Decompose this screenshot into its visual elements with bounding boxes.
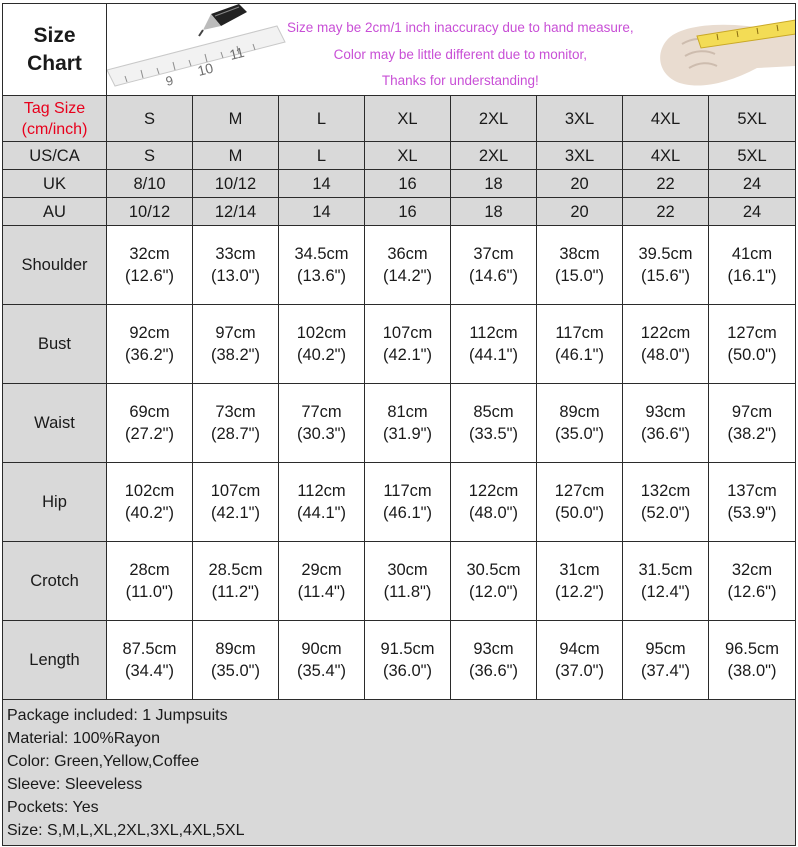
table-cell: 8/10 [107, 170, 193, 198]
table-cell: 20 [537, 170, 623, 198]
tag-size-m: M [193, 96, 279, 142]
table-cell: 33cm (13.0") [193, 226, 279, 305]
table-cell: 96.5cm (38.0") [709, 621, 796, 700]
table-cell: 18 [451, 170, 537, 198]
table-cell: S [107, 142, 193, 170]
hand-tape-icon [660, 20, 795, 86]
table-cell: 28cm (11.0") [107, 542, 193, 621]
table-cell: 31.5cm (12.4") [623, 542, 709, 621]
us-ca-row [3, 142, 796, 170]
table-cell: 137cm (53.9") [709, 463, 796, 542]
table-cell: M [193, 142, 279, 170]
table-cell: 117cm (46.1") [537, 305, 623, 384]
crotch-row [3, 542, 796, 621]
table-cell: 122cm (48.0") [451, 463, 537, 542]
table-cell: 14 [279, 170, 365, 198]
table-cell: 77cm (30.3") [279, 384, 365, 463]
tag-size-5xl: 5XL [709, 96, 796, 142]
bust-label: Bust [3, 305, 107, 384]
table-cell: 69cm (27.2") [107, 384, 193, 463]
ruler-number-10: 10 [195, 59, 215, 79]
notice-text [287, 15, 634, 95]
uk-label: UK [3, 170, 107, 198]
table-cell: 94cm (37.0") [537, 621, 623, 700]
length-label: Length [3, 621, 107, 700]
table-cell: 112cm (44.1") [451, 305, 537, 384]
bust-row [3, 305, 796, 384]
table-cell: 97cm (38.2") [193, 305, 279, 384]
table-cell: XL [365, 142, 451, 170]
table-cell: 107cm (42.1") [193, 463, 279, 542]
table-cell: 132cm (52.0") [623, 463, 709, 542]
table-cell: 107cm (42.1") [365, 305, 451, 384]
table-cell: 89cm (35.0") [193, 621, 279, 700]
table-cell: 127cm (50.0") [709, 305, 796, 384]
table-cell: 127cm (50.0") [537, 463, 623, 542]
ruler-number-9: 9 [164, 72, 175, 89]
tag-size-label: Tag Size (cm/inch) [3, 96, 107, 142]
info-material: Material: 100%Rayon [7, 730, 160, 747]
table-cell: 30cm (11.8") [365, 542, 451, 621]
table-cell: 85cm (33.5") [451, 384, 537, 463]
table-cell: 34.5cm (13.6") [279, 226, 365, 305]
us-ca-label: US/CA [3, 142, 107, 170]
info-size: Size: S,M,L,XL,2XL,3XL,4XL,5XL [7, 822, 245, 839]
table-cell: 41cm (16.1") [709, 226, 796, 305]
size-chart-title: Size Chart [3, 4, 107, 96]
ruler-number-11: 11 [227, 43, 246, 63]
table-cell: 2XL [451, 142, 537, 170]
table-cell: 92cm (36.2") [107, 305, 193, 384]
table-cell: 32cm (12.6") [107, 226, 193, 305]
tag-size-s: S [107, 96, 193, 142]
table-cell: 10/12 [107, 198, 193, 226]
header-row [3, 4, 796, 96]
notice-line-3: Thanks for understanding! [381, 73, 539, 88]
table-cell: 4XL [623, 142, 709, 170]
notice-line-2: Color may be little different due to monitor, [333, 46, 588, 62]
shoulder-label: Shoulder [3, 226, 107, 305]
tag-size-2xl: 2XL [451, 96, 537, 142]
hip-row [3, 463, 796, 542]
table-cell: 16 [365, 198, 451, 226]
size-chart-table [2, 3, 796, 846]
table-cell: 95cm (37.4") [623, 621, 709, 700]
au-label: AU [3, 198, 107, 226]
table-cell: 91.5cm (36.0") [365, 621, 451, 700]
hip-label: Hip [3, 463, 107, 542]
info-package: Package included: 1 Jumpsuits [7, 707, 228, 724]
info-pockets: Pockets: Yes [7, 799, 99, 816]
table-cell: 117cm (46.1") [365, 463, 451, 542]
table-cell: 3XL [537, 142, 623, 170]
table-cell: 81cm (31.9") [365, 384, 451, 463]
table-cell: 112cm (44.1") [279, 463, 365, 542]
table-cell: 16 [365, 170, 451, 198]
table-cell: 22 [623, 198, 709, 226]
table-cell: 22 [623, 170, 709, 198]
info-row [3, 700, 796, 846]
table-cell: 102cm (40.2") [279, 305, 365, 384]
table-cell: 28.5cm (11.2") [193, 542, 279, 621]
waist-row [3, 384, 796, 463]
tag-size-l: L [279, 96, 365, 142]
table-cell: 20 [537, 198, 623, 226]
table-cell: 38cm (15.0") [537, 226, 623, 305]
table-cell: 32cm (12.6") [709, 542, 796, 621]
crotch-label: Crotch [3, 542, 107, 621]
shoulder-row [3, 226, 796, 305]
uk-row [3, 170, 796, 198]
tag-size-3xl: 3XL [537, 96, 623, 142]
info-color: Color: Green,Yellow,Coffee [7, 753, 200, 770]
tag-size-xl: XL [365, 96, 451, 142]
ruler-icon [107, 26, 285, 86]
table-cell: 93cm (36.6") [451, 621, 537, 700]
waist-label: Waist [3, 384, 107, 463]
tag-size-row [3, 96, 796, 142]
table-cell: 14 [279, 198, 365, 226]
info-sleeve: Sleeve: Sleeveless [7, 776, 143, 793]
table-cell: 37cm (14.6") [451, 226, 537, 305]
table-cell: 5XL [709, 142, 796, 170]
table-cell: 24 [709, 198, 796, 226]
table-cell: 18 [451, 198, 537, 226]
table-cell: 90cm (35.4") [279, 621, 365, 700]
product-info [3, 700, 796, 846]
table-cell: 87.5cm (34.4") [107, 621, 193, 700]
table-cell: 36cm (14.2") [365, 226, 451, 305]
table-cell: 29cm (11.4") [279, 542, 365, 621]
table-cell: L [279, 142, 365, 170]
length-row [3, 621, 796, 700]
notice-banner [107, 4, 796, 96]
table-cell: 10/12 [193, 170, 279, 198]
pen-icon [199, 4, 247, 36]
table-cell: 122cm (48.0") [623, 305, 709, 384]
table-cell: 24 [709, 170, 796, 198]
table-cell: 30.5cm (12.0") [451, 542, 537, 621]
table-cell: 31cm (12.2") [537, 542, 623, 621]
au-row [3, 198, 796, 226]
table-cell: 73cm (28.7") [193, 384, 279, 463]
notice-line-1: Size may be 2cm/1 inch inaccuracy due to hand measure, [287, 20, 634, 35]
size-chart-sheet [2, 3, 795, 845]
table-cell: 39.5cm (15.6") [623, 226, 709, 305]
table-cell: 93cm (36.6") [623, 384, 709, 463]
table-cell: 102cm (40.2") [107, 463, 193, 542]
table-cell: 97cm (38.2") [709, 384, 796, 463]
table-cell: 89cm (35.0") [537, 384, 623, 463]
table-cell: 12/14 [193, 198, 279, 226]
tag-size-4xl: 4XL [623, 96, 709, 142]
